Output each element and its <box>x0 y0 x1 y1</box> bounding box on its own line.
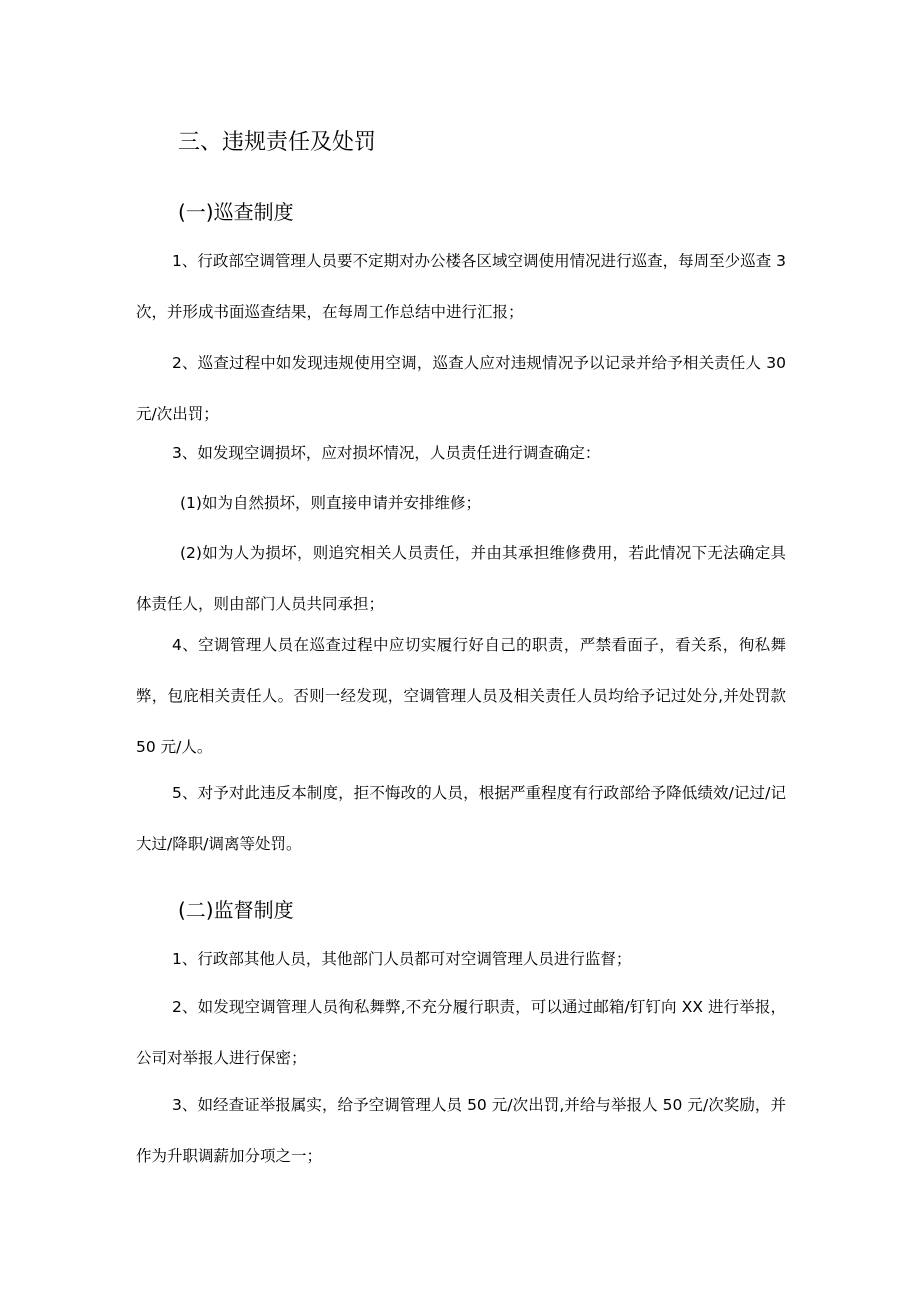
patrol-item-2: 2、巡查过程中如发现违规使用空调，巡查人应对违规情况予以记录并给予相关责任人 30 元/次出罚； <box>136 354 786 423</box>
supervision-item-2: 2、如发现空调管理人员徇私舞弊,不充分履行职责，可以通过邮箱/钉钉向 XX 进行举报，公司对举报人进行保密； <box>136 998 786 1067</box>
patrol-item-3-sub-2: (2)如为人为损坏，则追究相关人员责任，并由其承担维修费用，若此情况下无法确定具体责任人，则由部门人员共同承担； <box>136 544 786 613</box>
supervision-item-3: 3、如经查证举报属实，给予空调管理人员 50 元/次出罚,并给与举报人 50 元/次奖励，并作为升职调薪加分项之一； <box>136 1096 786 1165</box>
patrol-item-3: 3、如发现空调损坏，应对损坏情况，人员责任进行调查确定： <box>172 444 601 462</box>
patrol-item-4: 4、空调管理人员在巡查过程中应切实履行好自己的职责，严禁看面子，看关系，徇私舞弊，包庇相关责任人。否则一经发现，空调管理人员及相关责任人员均给予记过处分,并处罚款 50 元/人。 <box>136 636 786 756</box>
patrol-item-1: 1、行政部空调管理人员要不定期对办公楼各区域空调使用情况进行巡查，每周至少巡查 3 次，并形成书面巡查结果，在每周工作总结中进行汇报； <box>136 252 786 321</box>
patrol-item-3-sub-1: (1)如为自然损坏，则直接申请并安排维修； <box>180 494 481 512</box>
section-title: 三、违规责任及处罚 <box>178 130 377 155</box>
supervision-heading: (二)监督制度 <box>178 898 294 922</box>
supervision-item-1: 1、行政部其他人员，其他部门人员都可对空调管理人员进行监督； <box>172 950 632 968</box>
patrol-heading: (一)巡查制度 <box>178 200 294 224</box>
patrol-item-5: 5、对予对此违反本制度，拒不悔改的人员，根据严重程度有行政部给予降低绩效/记过/记大过/降职/调离等处罚。 <box>136 784 786 853</box>
